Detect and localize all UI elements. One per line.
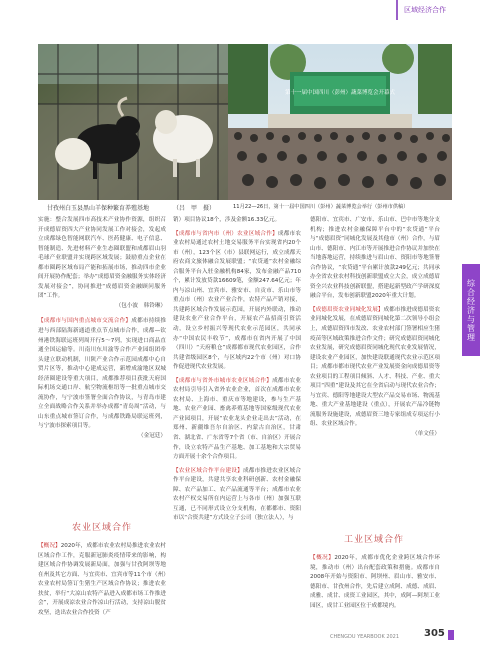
paragraph: 成都市农业农村局通过农村土地交易服务平台实现省内20个市（州），123个区（市）县联网运行，成立成都天府农商文旅体融合发展联盟；“农贷通”农村金融综合服务平台入驻金融机构84家，发布金融产品710个，累计发放贷款16609笔，金额247.64亿元；年内与凉山州、宜宾市、雅安市、自贡市、乐山市等重点市（州）农业产业合作，农特产品产销对接，共建跨区域合作发展示范园，开展内外联动，推动建设农业产业合作平台，开展农产品招商引资活动，设立乡村振兴等现代农业示范园区，共同承办“中国农民丰收节”，成都市在省内开展了中国（四川）“天府粮仓”成都都市现代农业园区，合作共建省级园区8个，与区域内22个市（州）对口协作促进现代农业发展。: [173, 230, 301, 371]
industry-cooperation-heading: 工业区域合作: [344, 535, 405, 545]
goat-photo: [38, 44, 228, 200]
section-title: 区域经济合作: [404, 6, 446, 14]
column-2: [173, 216, 301, 636]
page-marker-bar: [448, 630, 454, 640]
goat-photo-caption: 甘孜州白玉县黑山羊保种繁育养殖基地: [47, 205, 150, 212]
paragraph: 成都市农业农村局引导引入省外农业企业，首次在成都市农业农村局、上海市、重庆市等地建设，参与生产基地、农业产业园、畜禽养殖基地等国家级现代农业产业园项目，开展“农业龙头企业走出去”活动，在郑州、新疆维吾尔自治区、内蒙古自治区，甘肃省、湖北省、广东省等7个省（市、自治区）开展合作，设立农特产品生产基地、加工基地和大宗贸易方面开展十余个合作项目。: [173, 377, 301, 461]
author: （单文佳）: [412, 431, 440, 438]
paragraph: 成都市推进农业区域合作平台建设，共建共享农业科研创新、农村金融保障、农产品加工、农产品流通等平台；成都市农业农村产权交易所在内运营上与各市（州）加强互联互通，已不同形式设立分支机构，在都都市、资阳市以“合资共建”方式设立子公司（独立法人），与: [173, 467, 301, 522]
column-3-lower: [310, 554, 440, 630]
column-1: [38, 216, 166, 442]
author: （包小波 韩铃琳）: [115, 302, 166, 309]
running-header: [0, 0, 480, 20]
section-heading: 【成都市与国内重点城市交流合作】: [38, 318, 132, 325]
agriculture-cooperation-heading: 农业区域合作: [72, 523, 133, 533]
header-rule: [396, 0, 398, 20]
column-3: [310, 216, 440, 528]
section-heading: 【概况】: [310, 555, 335, 561]
expo-photo-caption: 11月22—26日，第十一届中国四川（彭州）蔬菜博览会举行（彭州市供稿）: [233, 204, 409, 210]
section-heading: 【成都市与省外市城市农业区域合作】: [173, 377, 273, 384]
section-heading: 【成都市与省内市（州）农业区域合作】: [173, 230, 278, 237]
section-heading: 【农业区域合作平台建设】: [173, 467, 243, 474]
column-1-lower: [38, 542, 166, 618]
paragraph: 成都市推进成德眉资农业同城化发展，在成德眉资同城化第二次领导小组会上，成德眉资四市发改、农业农村部门签署相应生猪疫苗等区域政策推进合作文件；研究成德眉资同城化农业发展，研究成德眉资同城化现代农业发展情况，建设农业产业园区，加快建设联通现代农业示范区项目；成都市都市现代农业产业发展资金向成德眉资等农业项目的工程项目倾斜、人才、科技、产业、重大项目“四重”建设及其它在全省启动与现代农业合作；与宜宾、德阳等地建设大型农产品交易市场、物流基地、重大产业基地建设（重点），开展农产品冷链物流服务设施建设，成德眉资三地专家组成专项运行小组、农业区域合作。: [310, 306, 440, 428]
expo-photo: [228, 44, 452, 200]
paragraph: 2020年，成都市农业农村局推进农业农村区域合作工作，克服新冠肺炎疫情带来的影响，构建区域合作协调发展新局面，加强与甘孜阿坝等地在州及其它方面、与宜宾市、宜宾市等11个市（州）农业农村局签订生猪生产区域合作协议；推进农业扶贫，举行“大凉山农特产品进入成都市场工作推进会”，开展成凉农业合作凉山行活动，支持凉山脱贫攻坚，迭出农业合作投资（产: [38, 543, 166, 616]
paragraph: 德阳市、宜宾市、广安市、乐山市、巴中市等地分支机构；推进农村金融保障平台中的“农贷通”平台与“成德眉资”同城化发展及其他市（州）合作，与眉山市、德阳市、内江市等开展推进合作协议并加快在当地落地运营，持续推进与眉山市、资阳市等地签署合作协议，“农贷通”平台累计放款249亿元；共同承办全省农业农村科技创新联盟成立大会，成立成德眉资全兴农业科技创新联盟，搭建起新型政产学研深度融合平台，发布创新联盟2020年重大计划。: [310, 217, 440, 300]
expo-photo-credit: （吕 甲 摄）: [173, 205, 216, 212]
section-heading: 【概况】: [38, 543, 61, 549]
author: （金冠廷）: [138, 433, 166, 440]
paragraph: 2020年，成都市优化企业跨区域合作环境，推动市（州）出台配套政策和措施。成都市自2008年开始与资阳市、阿坝州、眉山市、雅安市、德阳市、甘孜州合作，先后建立成阿、成德、成眉、成雅、成甘、成资工业园区，其中，成阿—阿坝工业园区，成甘工业园区位于成都境内。: [310, 555, 440, 609]
paragraph: 实施：整合发展四市高技术产业协作资源，组织召开成德眉资四大产业协同发展工作对接会，发起成立成都绿色智能网联汽车、医药健康、电子信息、智能制造、先进材料产业生态圈联盟和成都眉山羽毛球产业联盟并实现跨区域发展；鼓励重点企业在都市圈跨区域布局产能和拓展市场，推动四市企业间开展协作配套；举办“成德眉资金融服务实体经济发展对接会”，协同推进“成德眉资金融顾问服务团”工作。: [38, 217, 166, 300]
journal-footer: CHENGDU YEARBOOK 2021: [330, 634, 400, 640]
section-heading: 【成德眉资农业同城化发展】: [310, 306, 384, 313]
paragraph: 销）项目协议18个，涉及金额16.33亿元。: [173, 217, 281, 223]
page-number: 305: [424, 628, 445, 639]
paragraph: 成都市持续推进与西部陆海新通道重点节点城市合作，成都—钦州港铁海联运班列周开行5～7列，实现进口商品直通全国运输等。川南川东川渝等合作产业园组团牵头建立联动机制，川陕产业合作示范园成都中心自贸片区等，推动中心建成运营，新增成渝地区双城经济圈建设等重大项目，成都推荐项目获批天府国际机场交通口岸、航空物流枢纽等一批重点城市交流协作，与宁波市签署全面合作协议，与青岛市建立全面战略合作关系并举办成都“青岛周”活动，与山东重点城市签订合作，与成都铁路局联运班列，与宁波市探索项目等。: [38, 318, 166, 430]
banner-text: 第十一届中国四川（彭州）蔬菜博览会开幕式: [284, 90, 396, 96]
chapter-side-tab: 综合经济与管理: [462, 264, 480, 356]
